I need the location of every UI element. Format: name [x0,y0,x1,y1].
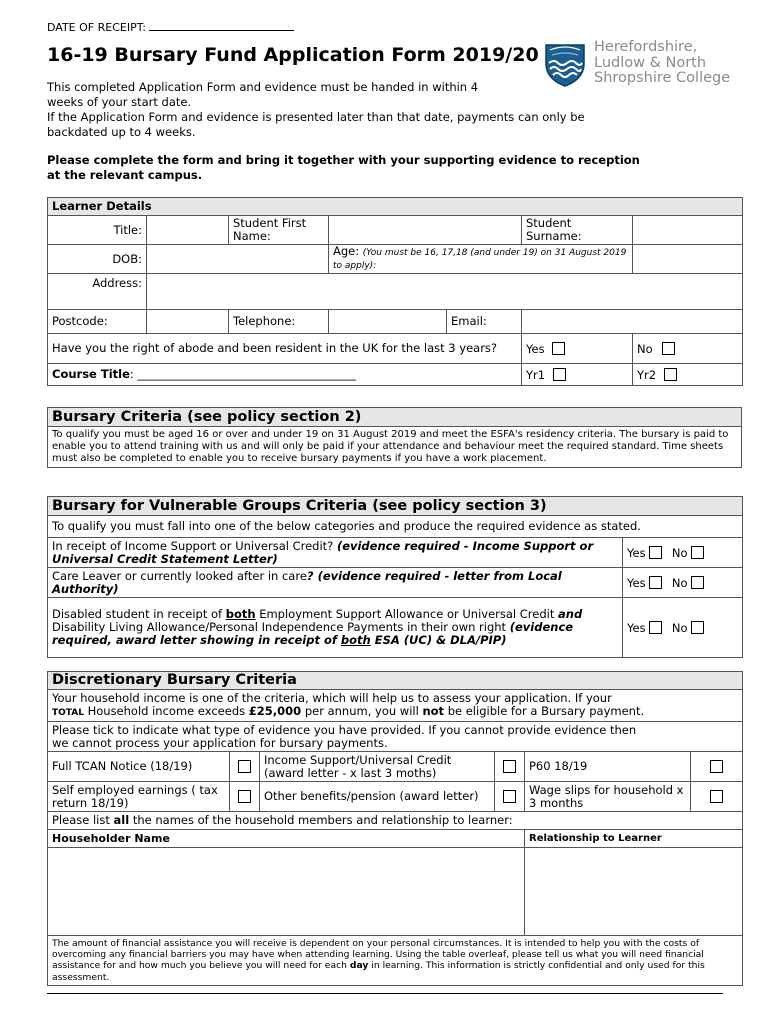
vulnerable-groups-table [47,496,743,658]
evidence-other-benefits-cell[interactable] [495,782,525,812]
age-label: Age: [333,244,360,258]
bursary-criteria-text: To qualify you must be aged 16 or over and under 19 on 31 August 2019 and meet the ESFA's residency criteria. The bursary is paid to enable you to attend training with us and will only be paid if your attendance and behaviour meet the required standard. Time sheets must also be completed to enable you to receive bursary payments if you have a work placement. [48,427,742,468]
intro-bold1: Please complete the form and bring it together with your supporting evidence to reception [47,153,640,167]
r3-yes-label: Yes [627,620,646,635]
income-total: TOTAL [52,707,84,718]
abode-question: Have you the right of abode and been resident in the UK for the last 3 years? [48,334,522,364]
r1-yes-label: Yes [627,545,646,560]
abode-yes-checkbox[interactable] [552,342,565,355]
surname-field[interactable] [633,216,743,245]
college-name-line3: Shropshire College [594,70,731,86]
abode-no-label: No [637,341,653,356]
r1-no-checkbox[interactable] [691,546,704,559]
r1-yes-no[interactable] [623,538,743,568]
discretionary-income-text [48,690,743,722]
first-name-field[interactable] [329,216,522,245]
income-threshold: £25,000 [248,703,302,718]
learner-details-table [47,197,743,386]
course-title-line: : ______________________________________ [129,367,356,381]
r3-both: both [225,607,256,621]
age-field[interactable] [633,245,743,274]
r3-no-checkbox[interactable] [691,621,704,634]
intro-p1b: weeks of your start date. [47,95,192,109]
vulnerable-intro: To qualify you must fall into one of the below categories and produce the required evidence as stated. [48,516,743,538]
course-title-label: Course Title [52,367,130,381]
evidence-tcan-checkbox[interactable] [238,760,251,773]
evidence-self-employed-cell[interactable] [230,782,260,812]
yr1-label: Yr1 [526,367,546,382]
evidence-self-employed: Self employed earnings ( tax return 18/19) [48,782,230,812]
vulnerable-row-disabled [48,598,623,658]
evidence-tcan: Full TCAN Notice (18/19) [48,752,230,782]
page-title: 16-19 Bursary Fund Application Form 2019/20 [47,44,539,66]
postcode-label: Postcode: [48,310,147,334]
intro-bold2: at the relevant campus. [47,168,203,182]
age-note: (You must be 16, 17,18 (and under 19) on 31 August 2019 to apply): [333,248,627,271]
relationship-header: Relationship to Learner [525,830,743,848]
tick-instruction [48,722,743,752]
r3-evidence-a: (evidence required, award letter showing in receipt of [52,620,574,647]
abode-no[interactable] [633,334,743,364]
college-name-line2: Ludlow & North [594,54,707,71]
surname-label: Student Surname: [522,216,633,245]
r3-no-label: No [671,620,688,635]
yr1-cell[interactable] [522,364,633,386]
r1-no-label: No [671,545,688,560]
householder-name-field[interactable] [48,848,525,936]
list-text-a: Please list [52,813,114,827]
r3-text-c: Disability Living Allowance/Personal Independence Payments in their own right [52,620,510,634]
list-all: all [113,813,130,827]
vulnerable-row-care-leaver [48,568,623,598]
intro-p2: If the Application Form and evidence is presented later than that date, payments can only be [47,110,585,124]
bursary-criteria-table [47,407,742,468]
college-name [594,40,730,87]
vulnerable-row-income-support [48,538,623,568]
evidence-income-support: Income Support/Universal Credit (award letter - x last 3 moths) [260,752,495,782]
r2-evidence: ? (evidence required - letter from Local Authority) [52,568,562,596]
date-of-receipt [47,20,294,34]
evidence-other-benefits: Other benefits/pension (award letter) [260,782,495,812]
email-label: Email: [447,310,522,334]
evidence-wage-slips: Wage slips for household x 3 months [525,782,691,812]
email-field[interactable] [522,310,743,334]
title-field[interactable] [147,216,229,245]
address-field[interactable] [147,274,743,310]
r2-text: Care Leaver or currently looked after in care [52,568,307,583]
evidence-p60: P60 18/19 [525,752,691,782]
evidence-p60-cell[interactable] [691,752,743,782]
r2-yes-no[interactable] [623,568,743,598]
first-name-label: Student First Name: [229,216,329,245]
income-text-b: Household income exceeds [83,703,249,718]
r3-and: and [558,607,583,621]
income-text-d: per annum, you will [301,703,423,718]
evidence-wage-slips-checkbox[interactable] [710,790,723,803]
footer-rule [47,993,723,994]
tick-line2: we cannot process your application for bursary payments. [52,735,388,750]
income-not: not [422,703,445,718]
evidence-income-support-checkbox[interactable] [503,760,516,773]
footer-day: day [349,960,369,972]
r3-text-a: Disabled student in receipt of [52,607,226,621]
footer-text-a: The amount of financial assistance you will receive is dependent on your personal circumstances. It is intended to help you with the costs of overcoming any financial barriers you may have when attending learning. Using the table overleaf, please tell us what you will need financial assistance for and how much you believe you will need for each [52,938,704,972]
abode-no-checkbox[interactable] [662,342,675,355]
discretionary-table [47,671,743,986]
evidence-wage-slips-cell[interactable] [691,782,743,812]
learner-details-heading: Learner Details [48,198,743,216]
vulnerable-groups-heading: Bursary for Vulnerable Groups Criteria (see policy section 3) [48,497,743,516]
evidence-income-support-cell[interactable] [495,752,525,782]
age-cell[interactable] [329,245,633,274]
discretionary-heading: Discretionary Bursary Criteria [48,672,743,690]
householder-name-header: Householder Name [48,830,525,848]
r1-text: In receipt of Income Support or Universal Credit? [52,538,337,553]
r1-evidence: (evidence required - Income Support or Universal Credit Statement Letter) [52,538,594,566]
household-list-instruction [48,812,743,830]
yr2-label: Yr2 [637,367,657,382]
date-of-receipt-field[interactable] [149,20,294,31]
r3-both2: both [340,633,371,647]
income-line1: Your household income is one of the criteria, which will help us to assess your application. If your [52,690,612,705]
bursary-criteria-heading: Bursary Criteria (see policy section 2) [48,408,742,427]
list-text-c: the names of the household members and relationship to learner: [129,813,513,827]
date-of-receipt-label: DATE OF RECEIPT: [47,21,146,34]
telephone-field[interactable] [329,310,447,334]
dob-label: DOB: [48,245,147,274]
r3-yes-no[interactable] [623,598,743,658]
r2-yes-label: Yes [627,575,646,590]
yr2-checkbox[interactable] [664,368,677,381]
r3-evidence-b: ESA (UC) & DLA/PIP) [370,633,507,647]
yr1-checkbox[interactable] [553,368,566,381]
r2-no-label: No [671,575,688,590]
dob-field[interactable] [147,245,329,274]
intro-text [47,80,585,140]
telephone-label: Telephone: [229,310,329,334]
postcode-field[interactable] [147,310,229,334]
evidence-self-employed-checkbox[interactable] [238,790,251,803]
title-label: Title: [48,216,147,245]
r3-text-b: Employment Support Allowance or Universal Credit [255,607,559,621]
intro-p2b: backdated up to 4 weeks. [47,125,196,139]
address-label: Address: [48,274,147,310]
r1-yes-checkbox[interactable] [649,546,662,559]
income-text-f: be eligible for a Bursary payment. [444,703,645,718]
footer-note [48,936,743,986]
r2-yes-checkbox[interactable] [649,576,662,589]
college-name-line1: Herefordshire, [594,39,698,55]
tick-line1: Please tick to indicate what type of evidence you have provided. If you cannot provide evidence then [52,722,637,737]
intro-instruction [47,153,640,183]
evidence-p60-checkbox[interactable] [710,760,723,773]
r2-no-checkbox[interactable] [691,576,704,589]
intro-p1: This completed Application Form and evidence must be handed in within 4 [47,80,479,94]
relationship-field[interactable] [525,848,743,936]
evidence-tcan-cell[interactable] [230,752,260,782]
course-title-row[interactable] [48,364,522,386]
abode-yes[interactable] [522,334,633,364]
yr2-cell[interactable] [633,364,743,386]
evidence-other-benefits-checkbox[interactable] [503,790,516,803]
abode-yes-label: Yes [526,341,545,356]
footer-text-b: in learning. This information is strictly confidential and only used for this assessment. [52,960,705,983]
r3-yes-checkbox[interactable] [649,621,662,634]
